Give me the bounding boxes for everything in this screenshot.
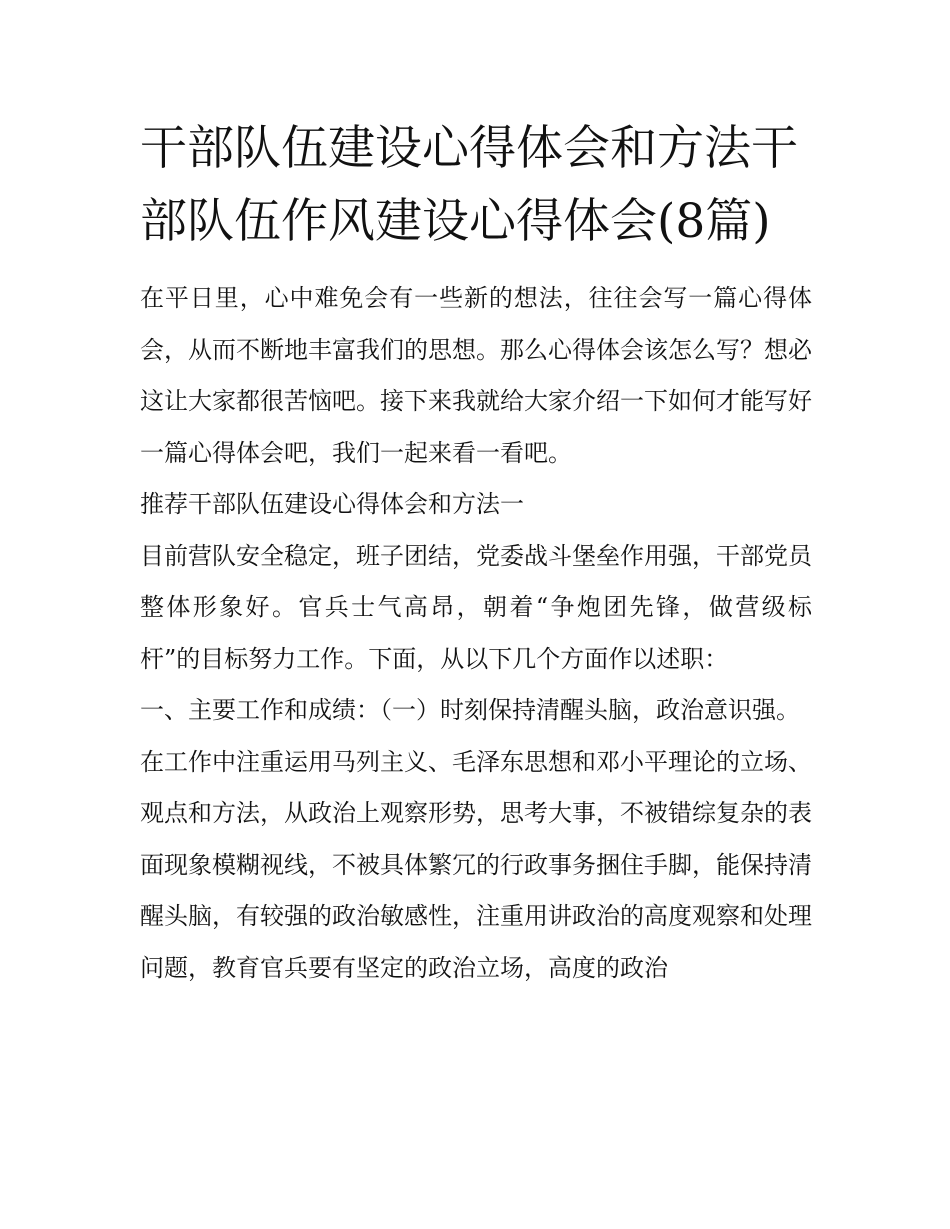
paragraph-overview: 目前营队安全稳定，班子团结，党委战斗堡垒作用强，干部党员整体形象好。官兵士气高昂，朝着“争炮团先锋，做营级标杆”的目标努力工作。下面，从以下几个方面作以述职： xyxy=(140,541,812,673)
document-title: 干部队伍建设心得体会和方法干部队伍作风建设心得体会(8篇) xyxy=(140,121,798,249)
paragraph-body: 在工作中注重运用马列主义、毛泽东思想和邓小平理论的立场、观点和方法，从政治上观察形势，思考大事，不被错综复杂的表面现象模糊视线，不被具体繁冗的行政事务捆住手脚，能保持清醒头脑，有较强的政治敏感性，注重用讲政治的高度观察和处理问题，教育官兵要有坚定的政治立场，高度的政治 xyxy=(140,747,812,982)
paragraph-intro: 在平日里，心中难免会有一些新的想法，往往会写一篇心得体会，从而不断地丰富我们的思想。那么心得体会该怎么写？想必这让大家都很苦恼吧。接下来我就给大家介绍一下如何才能写好一篇心得体会吧，我们一起来看一看吧。 xyxy=(140,284,812,467)
document-body xyxy=(140,112,812,994)
paragraph-main-work-heading: 一、主要工作和成绩：（一）时刻保持清醒头脑，政治意识强。 xyxy=(140,696,800,724)
paragraph-section-heading: 推荐干部队伍建设心得体会和方法一 xyxy=(140,490,524,518)
